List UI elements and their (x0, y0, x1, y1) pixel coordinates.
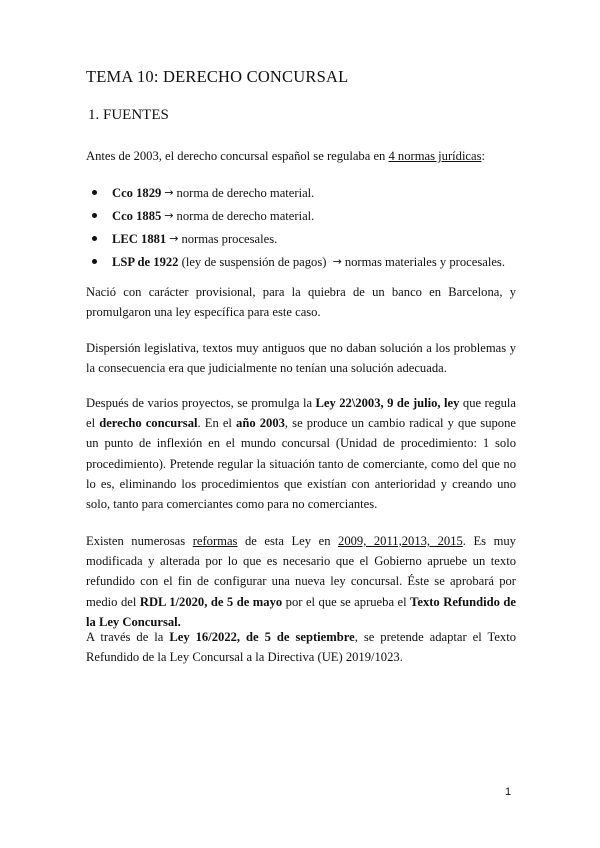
text-span: . En el (197, 416, 237, 431)
underlined-span: 2009, 2011,2013, 2015 (338, 534, 463, 548)
intro-underlined: 4 normas jurídicas (388, 149, 482, 163)
intro-end: : (481, 149, 486, 163)
bold-span: Ley 22\2003, 9 de julio, ley (315, 396, 460, 410)
paragraph-ley-2003 (86, 393, 516, 514)
text-span: , se produce un cambio radical y que supone un punto de inflexión en el mundo concursal (Unidad de procedimiento: 1 solo procedimiento). Pretende regular la situación tanto de comerciante, como del que no lo es, eliminando los procedimientos que existían con anterioridad y creando uno solo, tanto para comerciantes como para no comerciantes. (86, 416, 516, 512)
norm-name: Cco 1885 (112, 208, 162, 223)
text-span: Existen numerosas (86, 534, 193, 548)
text-span: A través de la (86, 630, 170, 644)
right-arrow-icon: → (164, 185, 174, 199)
norm-name: LSP de 1922 (112, 254, 179, 269)
section-heading: 1. FUENTES (88, 107, 169, 123)
intro-paragraph (86, 146, 516, 166)
page-number: 1 (505, 786, 512, 798)
list-item (90, 204, 505, 227)
bold-span: derecho concursal (99, 416, 198, 431)
bullet-icon (92, 190, 97, 195)
text-span: Después de varios proyectos, se promulga la (86, 396, 316, 410)
norm-desc: norma de derecho material. (176, 208, 315, 223)
paragraph-ley-2022 (86, 627, 516, 667)
norm-desc: norma de derecho material. (176, 185, 315, 200)
bold-span: año 2003 (236, 416, 285, 431)
norms-list (90, 181, 505, 273)
paragraph-origin: Nació con carácter provisional, para la quiebra de un banco en Barcelona, y promulgaron una ley específica para este caso. (86, 285, 516, 320)
text-span: que regula el (86, 396, 517, 431)
bullet-icon (92, 259, 97, 264)
list-item (90, 227, 505, 250)
norm-extra: (ley de suspensión de pagos) (178, 254, 330, 269)
paragraph-reformas (86, 531, 516, 632)
bold-span: Texto Refundido de la Ley Concursal. (86, 594, 516, 629)
norm-desc: normas procesales. (181, 231, 278, 246)
text-span: de esta Ley en (237, 534, 339, 548)
text-span: . Es muy modificada y alterada por lo que es necesario que el Gobierno apruebe un texto refundido con el fin de configurar una nueva ley concursal. Éste se aprobará por medio del (86, 534, 516, 609)
bullet-icon (92, 236, 97, 241)
bold-span: Ley 16/2022, de 5 de septiembre (169, 630, 355, 644)
norm-desc: normas materiales y procesales. (344, 254, 505, 269)
norm-name: LEC 1881 (112, 231, 167, 246)
right-arrow-icon: → (332, 254, 342, 268)
underlined-span: reformas (192, 534, 238, 548)
paragraph-dispersion: Dispersión legislativa, textos muy antiguos que no daban solución a los problemas y la consecuencia era que judicialmente no tenían una solución adecuada. (86, 341, 516, 376)
right-arrow-icon: → (164, 208, 174, 222)
bullet-icon (92, 213, 97, 218)
bold-span: RDL 1/2020, de 5 de mayo (139, 594, 283, 609)
page-title: TEMA 10: DERECHO CONCURSAL (86, 67, 349, 86)
intro-text: Antes de 2003, el derecho concursal español se regulaba en (86, 149, 389, 163)
text-span: , se pretende adaptar el Texto Refundido de la Ley Concursal a la Directiva (UE) 2019/1023. (86, 630, 517, 665)
list-item (90, 250, 505, 273)
list-item (90, 181, 505, 204)
right-arrow-icon: → (169, 231, 179, 245)
text-span: por el que se aprueba el (282, 594, 411, 609)
norm-name: Cco 1829 (112, 185, 162, 200)
